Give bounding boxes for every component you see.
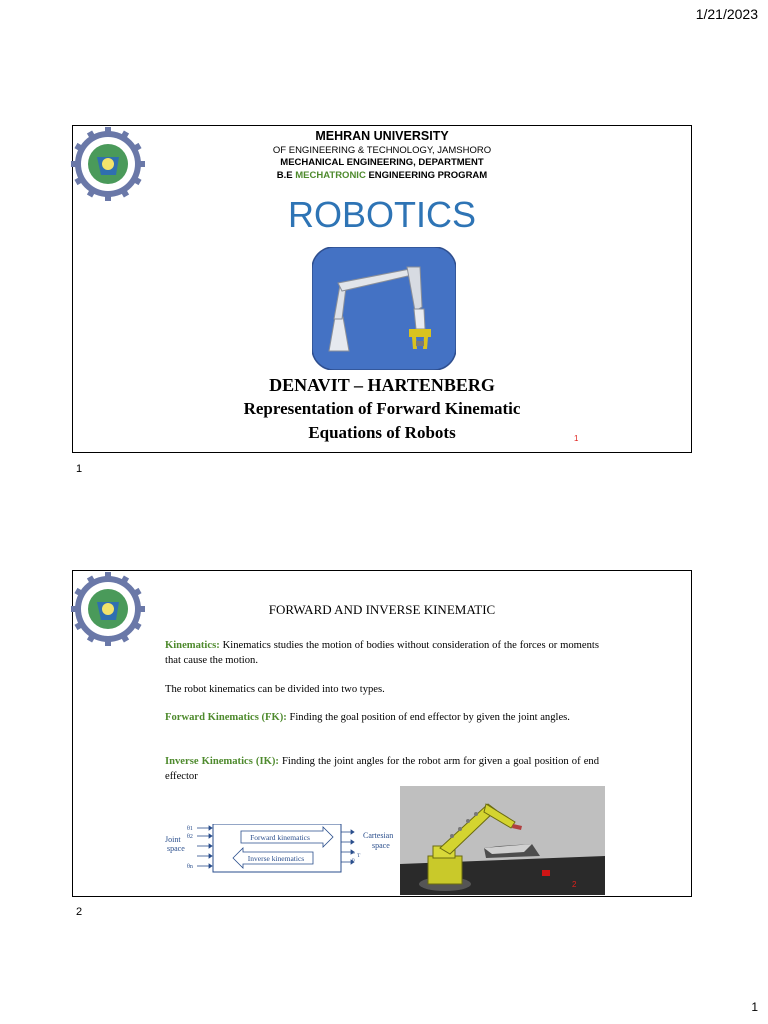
- slide-number: 1: [574, 434, 579, 443]
- heading-representation: Representation of Forward Kinematic: [243, 399, 521, 418]
- university-name: MEHRAN UNIVERSITY: [315, 129, 449, 143]
- print-date: 1/21/2023: [695, 6, 758, 22]
- text-inverse: Finding the joint angles for the robot arm for given a goal position of end effector: [165, 756, 599, 782]
- theta-n: θn: [187, 864, 193, 870]
- program-name: [73, 170, 691, 181]
- paragraph-inverse: [165, 754, 599, 784]
- term-forward: Forward Kinematics (FK):: [165, 712, 287, 723]
- joint-space-label: Joint: [165, 835, 181, 844]
- slide-title: ROBOTICS: [287, 194, 476, 235]
- o-label: o: [352, 850, 355, 856]
- program-prefix: B.E: [276, 170, 296, 181]
- T-label: T: [357, 853, 361, 859]
- term-kinematics: Kinematics:: [165, 640, 220, 651]
- heading-denavit-hartenberg: DENAVIT – HARTENBERG: [269, 375, 495, 395]
- theta-1: θ1: [187, 826, 193, 832]
- theta-2: θ2: [187, 834, 193, 840]
- program-highlight: MECHATRONIC: [295, 170, 366, 181]
- kinematics-diagram: [163, 824, 399, 880]
- slide-number: 2: [572, 880, 577, 889]
- cartesian-space-label-2: space: [372, 841, 390, 850]
- program-suffix: ENGINEERING PROGRAM: [365, 170, 488, 181]
- paragraph-types: The robot kinematics can be divided into two types.: [165, 684, 385, 695]
- slide-1: [72, 125, 692, 453]
- slide-title: FORWARD AND INVERSE KINEMATIC: [268, 602, 496, 617]
- n-label: n: [352, 857, 355, 863]
- page-number: 1: [751, 1000, 758, 1014]
- department-name: MECHANICAL ENGINEERING, DEPARTMENT: [280, 157, 484, 168]
- text-kinematics: Kinematics studies the motion of bodies without consideration of the forces or moments that cause the motion.: [165, 640, 599, 666]
- robot-arm-image: [312, 247, 456, 370]
- term-inverse: Inverse Kinematics (IK):: [165, 756, 279, 767]
- robot-simulation-image: [400, 786, 605, 895]
- slide-2: [72, 570, 692, 897]
- slide-2-label: 2: [76, 906, 83, 918]
- paragraph-kinematics: [165, 638, 599, 668]
- university-subtitle: OF ENGINEERING & TECHNOLOGY, JAMSHORO: [272, 145, 492, 156]
- cartesian-space-label: Cartesian: [363, 831, 394, 840]
- paragraph-forward: [165, 710, 599, 725]
- slide-1-label: 1: [76, 463, 83, 475]
- text-forward: Finding the goal position of end effector by given the joint angles.: [286, 712, 570, 723]
- heading-equations: Equations of Robots: [308, 423, 456, 442]
- inverse-kinematics-label: Inverse kinematics: [247, 854, 305, 863]
- forward-kinematics-label: Forward kinematics: [250, 833, 310, 842]
- joint-space-label-2: space: [167, 844, 185, 853]
